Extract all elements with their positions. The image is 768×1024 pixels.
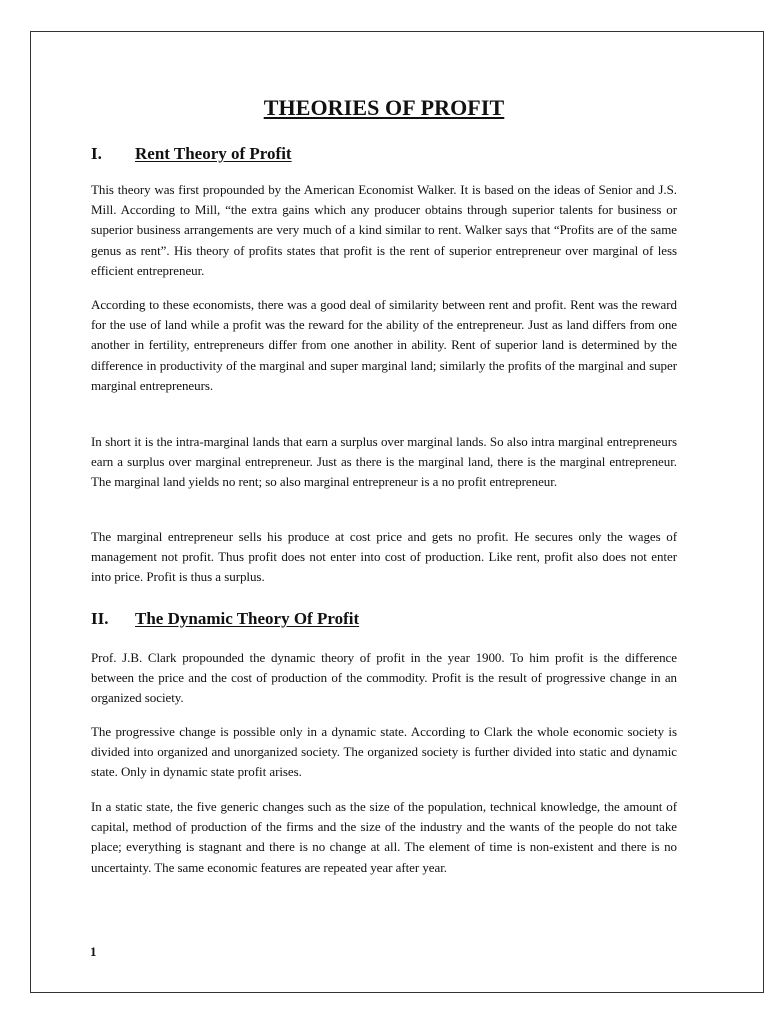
paragraph: This theory was first propounded by the American Economist Walker. It is based on the ideas of Senior and J.S. Mill. According to Mill, “the extra gains which any producer obtains through superior talents for business or superior business arrangements are very much of a kind similar to rent. Walker says that “Profits are of the same genus as rent”. His theory of profits states that profit is the rent of superior entrepreneur over marginal of less efficient entrepreneur. <box>91 182 677 278</box>
paragraph: The progressive change is possible only in a dynamic state. According to Clark the whole economic society is divided into organized and unorganized society. The organized society is further divided into static and dynamic state. Only in dynamic state profit arises. <box>91 724 677 780</box>
section-title: The Dynamic Theory Of Profit <box>135 609 360 628</box>
document-title: THEORIES OF PROFIT <box>263 95 505 120</box>
section-title: Rent Theory of Profit <box>135 144 292 163</box>
section-number: I. <box>91 144 102 163</box>
page-number: 1 <box>90 944 97 959</box>
section-heading-rent-theory <box>91 142 292 166</box>
paragraph: In short it is the intra-marginal lands that earn a surplus over marginal lands. So also intra marginal entrepreneurs earn a surplus over marginal entrepreneur. Just as there is the marginal land, there is the marginal entrepreneur. The marginal land yields no rent; so also marginal entrepreneur is a no profit entrepreneur. <box>91 434 677 490</box>
paragraph: According to these economists, there was a good deal of similarity between rent and profit. Rent was the reward for the use of land while a profit was the reward for the ability of the entrepreneur. Just as land differs from one another in fertility, entrepreneurs differ from one another in ability. Rent of superior land is determined by the difference in productivity of the marginal and super marginal land; similarly the profits of the marginal and super marginal entrepreneurs. <box>91 297 677 393</box>
paragraph: The marginal entrepreneur sells his produce at cost price and gets no profit. He secures only the wages of management not profit. Thus profit does not enter into cost of production. Like rent, profit also does not enter into price. Profit is thus a surplus. <box>91 529 677 585</box>
section-heading-dynamic-theory <box>91 607 359 631</box>
paragraph: In a static state, the five generic changes such as the size of the population, technical knowledge, the amount of capital, method of production of the firms and the size of the industry and the wants of the people do not take place; everything is stagnant and there is no change at all. The element of time is non-existent and there is no uncertainty. The same economic features are repeated year after year. <box>91 799 677 875</box>
section-number: II. <box>91 609 109 628</box>
paragraph: Prof. J.B. Clark propounded the dynamic theory of profit in the year 1900. To him profit is the difference between the price and the cost of production of the commodity. Profit is the result of progressive change in an organized society. <box>91 650 677 706</box>
